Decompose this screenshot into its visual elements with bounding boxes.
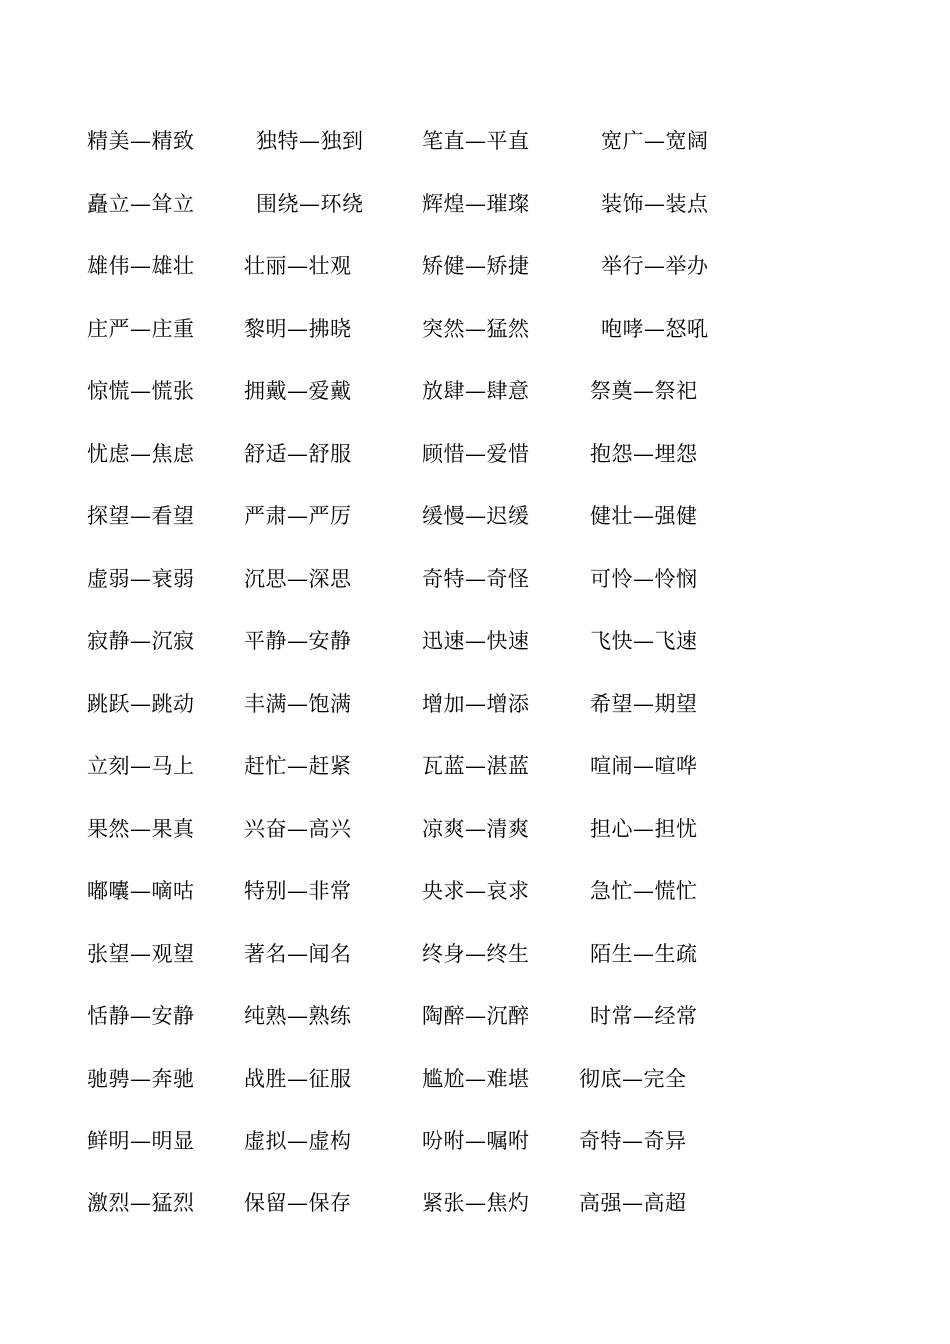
synonym-pair: 希望—期望 (590, 692, 698, 716)
synonym-row (0, 1121, 950, 1161)
synonym-pair: 凉爽—清爽 (422, 817, 530, 841)
synonym-pair: 丰满—饱满 (244, 692, 352, 716)
synonym-pair: 沉思—深思 (244, 567, 352, 591)
synonym-pair: 吩咐—嘱咐 (422, 1129, 530, 1153)
synonym-pair: 时常—经常 (590, 1004, 698, 1028)
synonym-row (0, 934, 950, 974)
synonym-pair: 探望—看望 (87, 504, 195, 528)
synonym-pair: 惊慌—慌张 (87, 379, 195, 403)
synonym-pair: 果然—果真 (87, 817, 195, 841)
synonym-pair: 忧虑—焦虑 (87, 442, 195, 466)
synonym-row (0, 434, 950, 474)
synonym-pair: 精美—精致 (87, 129, 195, 153)
synonym-pair: 缓慢—迟缓 (422, 504, 530, 528)
synonym-pair: 张望—观望 (87, 942, 195, 966)
synonym-pair: 奇特—奇异 (579, 1129, 687, 1153)
synonym-pair: 立刻—马上 (87, 754, 195, 778)
synonym-pair: 咆哮—怒吼 (601, 317, 709, 341)
synonym-row (0, 1059, 950, 1099)
synonym-row (0, 871, 950, 911)
synonym-pair: 黎明—拂晓 (244, 317, 352, 341)
synonym-pair: 笔直—平直 (422, 129, 530, 153)
synonym-pair: 恬静—安静 (87, 1004, 195, 1028)
synonym-pair: 健壮—强健 (590, 504, 698, 528)
synonym-pair: 特别—非常 (244, 879, 352, 903)
synonym-pair: 雄伟—雄壮 (87, 254, 195, 278)
synonym-pair: 迅速—快速 (422, 629, 530, 653)
synonym-pair: 突然—猛然 (422, 317, 530, 341)
synonym-pair: 喧闹—喧哗 (590, 754, 698, 778)
synonym-pair: 激烈—猛烈 (87, 1191, 195, 1215)
synonym-pair: 平静—安静 (244, 629, 352, 653)
synonym-pair: 奇特—奇怪 (422, 567, 530, 591)
synonym-pair: 鲜明—明显 (87, 1129, 195, 1153)
synonym-pair: 抱怨—埋怨 (590, 442, 698, 466)
synonym-row (0, 246, 950, 286)
synonym-pair: 拥戴—爱戴 (244, 379, 352, 403)
synonym-row (0, 746, 950, 786)
synonym-pair: 围绕—环绕 (256, 192, 364, 216)
synonym-pair: 央求—哀求 (422, 879, 530, 903)
synonym-pair: 举行—举办 (601, 254, 709, 278)
synonym-pair: 飞快—飞速 (590, 629, 698, 653)
synonym-pair: 保留—保存 (244, 1191, 352, 1215)
synonym-pair: 独特—独到 (256, 129, 364, 153)
synonym-pair: 纯熟—熟练 (244, 1004, 352, 1028)
synonym-pair: 虚弱—衰弱 (87, 567, 195, 591)
synonym-pair: 高强—高超 (579, 1191, 687, 1215)
synonym-pair: 尴尬—难堪 (422, 1067, 530, 1091)
synonym-pair: 严肃—严厉 (244, 504, 352, 528)
synonym-pair: 担心—担忧 (590, 817, 698, 841)
synonym-row (0, 684, 950, 724)
synonym-pair: 兴奋—高兴 (244, 817, 352, 841)
synonym-pair: 可怜—怜悯 (590, 567, 698, 591)
synonym-pair: 矫健—矫捷 (422, 254, 530, 278)
synonym-pair: 赶忙—赶紧 (244, 754, 352, 778)
synonym-row (0, 371, 950, 411)
synonym-row (0, 496, 950, 536)
synonym-row (0, 309, 950, 349)
synonym-pair: 放肆—肆意 (422, 379, 530, 403)
synonym-pair: 陌生—生疏 (590, 942, 698, 966)
synonym-pair: 矗立—耸立 (87, 192, 195, 216)
synonym-pair: 彻底—完全 (579, 1067, 687, 1091)
synonym-pair: 紧张—焦灼 (422, 1191, 530, 1215)
synonym-pair: 嘟囔—嘀咕 (87, 879, 195, 903)
synonym-row (0, 184, 950, 224)
synonym-pair: 舒适—舒服 (244, 442, 352, 466)
synonym-pair: 寂静—沉寂 (87, 629, 195, 653)
synonym-pair: 增加—增添 (422, 692, 530, 716)
synonym-row (0, 809, 950, 849)
synonym-pair: 壮丽—壮观 (244, 254, 352, 278)
synonym-pair: 辉煌—璀璨 (422, 192, 530, 216)
synonym-row (0, 559, 950, 599)
synonym-pair: 著名—闻名 (244, 942, 352, 966)
synonym-pair: 庄严—庄重 (87, 317, 195, 341)
synonym-pair: 驰骋—奔驰 (87, 1067, 195, 1091)
synonym-pair: 顾惜—爱惜 (422, 442, 530, 466)
synonym-pair: 祭奠—祭祀 (590, 379, 698, 403)
synonym-pair: 终身—终生 (422, 942, 530, 966)
synonym-pair: 急忙—慌忙 (590, 879, 698, 903)
synonym-pair: 虚拟—虚构 (244, 1129, 352, 1153)
synonym-pair: 宽广—宽阔 (601, 129, 709, 153)
synonym-row (0, 996, 950, 1036)
synonym-pair: 战胜—征服 (244, 1067, 352, 1091)
synonym-row (0, 621, 950, 661)
synonym-row (0, 121, 950, 161)
synonym-pair: 跳跃—跳动 (87, 692, 195, 716)
synonym-pair: 陶醉—沉醉 (422, 1004, 530, 1028)
synonym-pair: 瓦蓝—湛蓝 (422, 754, 530, 778)
synonym-pair: 装饰—装点 (601, 192, 709, 216)
synonym-row (0, 1183, 950, 1223)
